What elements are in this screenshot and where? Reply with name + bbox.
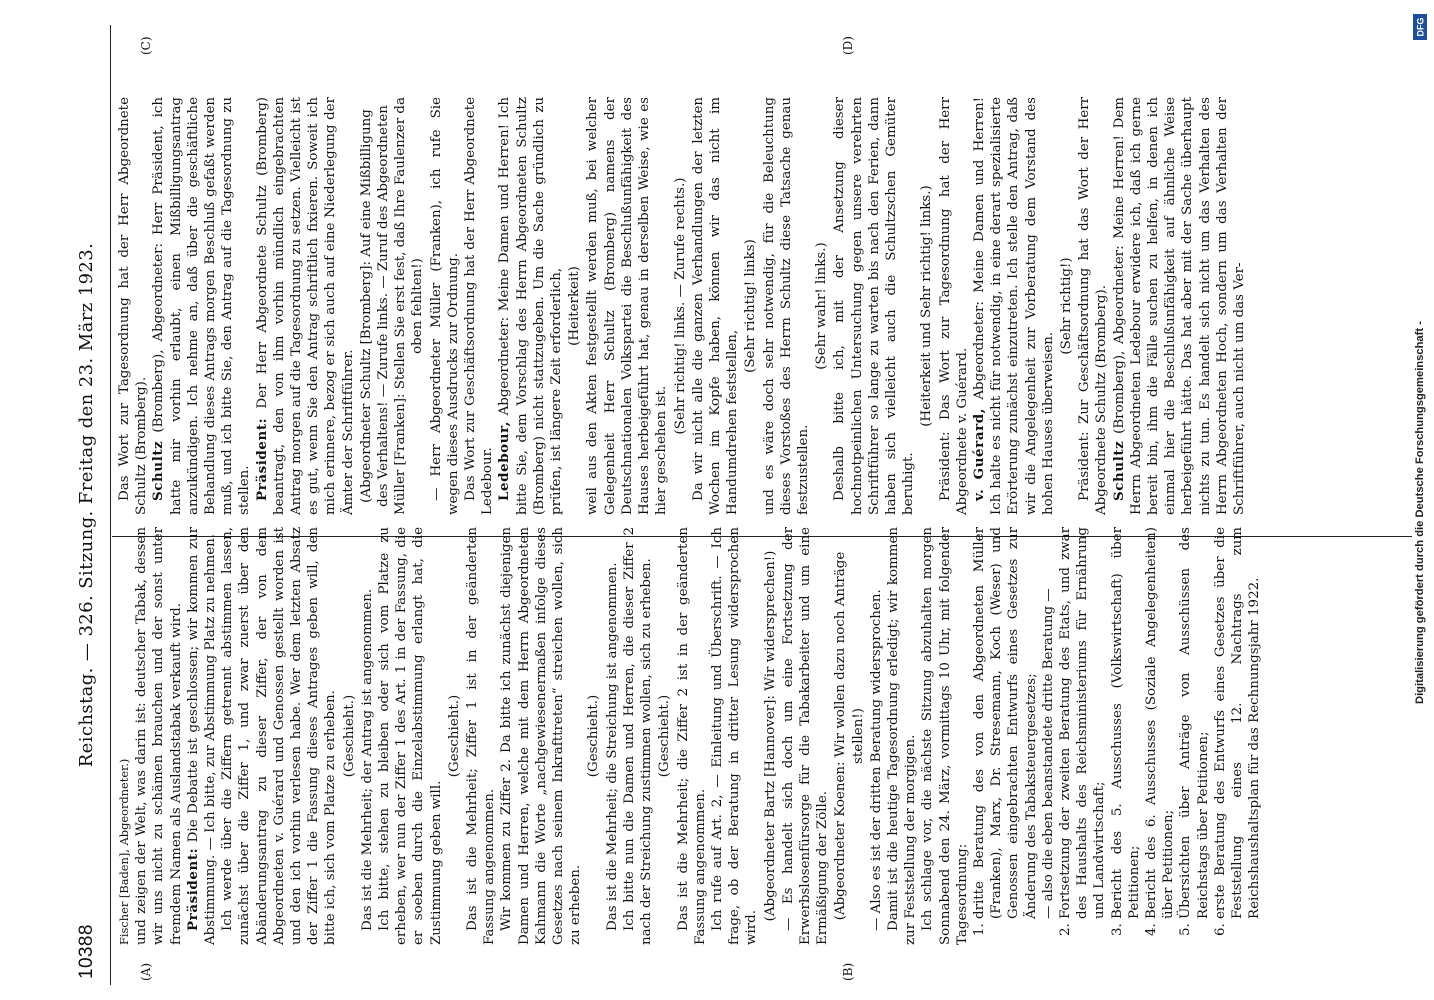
paragraph: v. Guérard, Abgeordneter: Meine Damen und Herren! Ich halte es nicht für notwendig, in eine derart spezialisierte Erörterung zunächst einzutreten. Ich stelle den Antrag, daß wir die Angelegenheit zur Vorberatung dem Vorstand des hohen Hauses überweisen. <box>970 97 1056 515</box>
paragraph: Ich werde über die Ziffern getrennt abstimmen lassen, zunächst über die Ziffer 1, und zwar zuerst über den Abänderungsantrag zu dieser Ziffer, der von dem Abgeordneten v. Guérard und Genossen gestellt worden ist und den ich vorhin verlesen habe. Wer dem letzten Absatz der Ziffer 1 die Fassung dieses Antrages geben will, den bitte ich, sich vom Platze zu erheben. <box>220 527 339 945</box>
agenda-note: — also die eben beanstandete dritte Beratung — <box>1040 588 1056 919</box>
stage-direction: (Geschieht.) <box>446 694 462 778</box>
stage-direction: (Sehr richtig!) <box>1058 257 1074 355</box>
right-column <box>116 97 1406 515</box>
agenda-list <box>971 527 1263 945</box>
digitization-sidebar <box>1412 8 1430 992</box>
speaker-name: Präsident: <box>184 847 201 931</box>
paragraph: Das ist die Mehrheit; der Antrag ist angenommen. <box>359 588 375 931</box>
margin-marker-a: (A) <box>139 962 153 981</box>
page-number: 10388 <box>76 924 97 979</box>
interjection: (Abgeordneter Bartz [Hannover]: Wir widersprechen!) <box>762 550 778 922</box>
paragraph: Schultz (Bromberg), Abgeordneter: Herr Präsident, ich hatte mir vorhin erlaubt, einen Mißbilligungsantrag anzukündigen. Ich nehme an, daß über die geschäftliche Behandlung dieses Antrags morgen Beschluß gefaßt werden muß, und ich bitte Sie, den Antrag auf die Tagesordnung zu stellen. <box>150 97 253 515</box>
paragraph: Ich rufe auf Art. 2, — Einleitung und Überschrift. — Ich frage, ob der Beratung in dritter Lesung widersprochen wird. <box>709 527 760 945</box>
paragraph: Präsident: Das Wort zur Tagesordnung hat der Herr Abgeordnete v. Guérard. <box>937 97 970 515</box>
stage-direction: (Sehr richtig! links) <box>743 239 759 373</box>
paragraph: Ich schlage vor, die nächste Sitzung abzuhalten morgen Sonnabend den 24. März, vormittags 10 Uhr, mit folgender Tagesordnung: <box>920 527 970 945</box>
left-column <box>116 527 1406 945</box>
stage-direction: (Geschieht.) <box>341 694 357 778</box>
speaker-name: Präsident: <box>253 417 270 501</box>
paragraph: — Herr Abgeordneter Müller (Franken), ich rufe Sie wegen dieses Ausdrucks zur Ordnung. <box>428 97 461 515</box>
paragraph: weil aus den Akten festgestellt werden muß, bei welcher Gelegenheit Herr Schultz (Bromberg) namens der Deutschnationalen Volkspartei die Beschlußunfähigkeit des Hauses herbeigeführt hat, genau in derselben Weise, wie es hier geschehen ist. <box>585 97 670 515</box>
stage-direction: (Heiterkeit und Sehr richtig! links.) <box>919 185 935 427</box>
paragraph: und zeigen der Welt, was darin ist: deutscher Tabak, dessen wir uns nicht zu schämen brauchen und der sonst unter fremdem Namen als Auslandstabak verkauft wird. <box>134 527 184 945</box>
interjection: (Abgeordneter Schultz [Bromberg]: Auf eine Mißbilligung des Verhaltens! — Zurufe links. — Zuruf des Abgeordneten Müller [Franken]: Stellen Sie erst fest, daß Ihre Faulenzer da oben fehlten!) <box>358 97 426 515</box>
speaker-continuation: Fischer [Baden], Abgeordneter.) <box>117 758 131 945</box>
margin-marker-c: (C) <box>139 36 153 55</box>
paragraph: Damit ist die heutige Tagesordnung erledigt; wir kommen zur Feststellung der morgigen. <box>885 527 919 945</box>
paragraph: Das Wort zur Tagesordnung hat der Herr Abgeordnete Schultz (Bromberg). <box>117 97 150 515</box>
agenda-item: 4. Bericht des 6. Ausschusses (Soziale Angelegenheiten) über Petitionen; <box>1143 527 1177 919</box>
speaker-name: Schultz <box>1110 440 1127 501</box>
agenda-item: 5. Übersichten über Anträge von Ausschüssen des Reichstags über Petitionen; <box>1177 527 1211 919</box>
paragraph: Ich bitte, stehen zu bleiben oder sich vom Platze zu erheben, wer nun der Ziffer 1 des Art. 1 in der Fassung, die er soeben durch die Einzelabstimmung erlangt hat, die Zustimmung geben will. <box>377 527 444 945</box>
paragraph: und es wäre doch sehr notwendig, für die Beleuchtung dieses Vorstoßes des Herrn Schultz diese Tatsache genau festzustellen. <box>761 97 811 515</box>
speaker-name: Schultz <box>150 440 167 501</box>
stage-direction: (Sehr wahr! links.) <box>814 242 830 370</box>
page-header <box>70 25 111 985</box>
page-title: Reichstag. — 326. Sitzung. Freitag den 23. März 1923. <box>76 242 97 768</box>
stage-direction: (Geschieht.) <box>657 694 673 778</box>
paragraph: — Also es ist der dritten Beratung widersprochen. <box>868 589 884 931</box>
paragraph: Schultz (Bromberg), Abgeordneter: Meine Herren! Dem Herrn Abgeordneten Ledebour erwidere ich, daß ich gerne bereit bin, ihm die Fälle suchen zu helfen, in denen ich einmal hier die Beschlußunfähigkeit auf ähnliche Weise herbeigeführt hätte. Das hat aber mit der Sache überhaupt nichts zu tun. Es handelt sich nicht um das Verhalten des Herrn Abgeordneten Hoch, sondern um das Verhalten der Schriftführer, auch nicht um das Ver- <box>1110 97 1247 515</box>
speaker-name: v. Guérard, <box>970 408 987 501</box>
paragraph: Präsident: Der Herr Abgeordnete Schultz (Bromberg) beantragt, den von ihm vorhin mündlich eingebrachten Antrag morgen auf die Tagesordnung zu setzen. Vielleicht ist es gut, wenn Sie den Antrag schriftlich fixieren. Soweit ich mich erinnere, bezog er sich auch auf eine Niederlegung der Ämter der Schriftführer. <box>253 97 356 515</box>
margin-marker-b: (B) <box>841 962 855 981</box>
agenda-item: 6. erste Beratung des Entwurfs eines Gesetzes über die Feststellung eines 12. Nachtrags zum Reichshaushaltsplan für das Rechnungsjahr 1922. <box>1212 527 1264 919</box>
agenda-item: 3. Bericht des 5. Ausschusses (Volkswirtschaft) über Petitionen; <box>1109 527 1143 919</box>
paragraph: Ledebour, Abgeordneter: Meine Damen und Herren! Ich bitte Sie, dem Vorschlag des Herrn Abgeordneten Schultz (Bromberg) nicht stattzugeben. Um die Sache gründlich zu prüfen, ist längere Zeit erforderlich, <box>496 97 565 515</box>
paragraph: Das ist die Mehrheit; die Streichung ist angenommen. <box>604 562 620 931</box>
margin-marker-d: (D) <box>841 36 855 55</box>
paragraph: Da wir nicht alle die ganzen Verhandlungen der letzten Wochen im Kopfe haben, können wir das nicht im Handumdrehen feststellen, <box>690 97 741 515</box>
agenda-item: 2. Fortsetzung der zweiten Beratung des Etats, und zwar des Haushalts des Reichsministeriums für Ernährung und Landwirtschaft; <box>1057 527 1109 919</box>
stage-direction: (Sehr richtig! links. — Zurufe rechts.) <box>672 177 688 435</box>
digitization-note: Digitalisierung gefördert durch die Deutsche Forschungsgemeinschaft - <box>1414 321 1426 704</box>
paragraph: — Es handelt sich doch um eine Fortsetzung der Erwerbslosenfürsorge für die Tabakarbeiter und um eine Ermäßigung der Zölle. <box>780 527 831 945</box>
paragraph: Wir kommen zu Ziffer 2. Da bitte ich zunächst diejenigen Damen und Herren, welche mit dem Herrn Abgeordneten Kahmann die Worte „nachgewiesenermaßen infolge dieses Gesetzes nach seinem Inkrafttreten“ streichen wollen, sich zu erheben. <box>499 527 584 945</box>
agenda-item: 1. dritte Beratung des von den Abgeordneten Müller (Franken), Marx, Dr. Stresemann, Koch (Weser) und Genossen eingebrachten Entwurfs eines Gesetzes zur Änderung des Tabaksteuergesetzes; <box>971 527 1040 919</box>
document-page <box>20 25 1434 985</box>
paragraph: Ich bitte nun die Damen und Herren, die dieser Ziffer 2 nach der Streichung zustimmen wollen, sich zu erheben. <box>621 527 655 945</box>
paragraph: Präsident: Zur Geschäftsordnung hat das Wort der Herr Abgeordnete Schultz (Bromberg). <box>1077 97 1110 515</box>
paragraph: Das Wort zur Geschäftsordnung hat der Herr Abgeordnete Ledebour. <box>463 97 496 515</box>
paragraph: Deshalb bitte ich, mit der Ansetzung dieser hochnotpeinlichen Untersuchung gegen unsere verehrten Schriftführer so lange zu warten bis nach den Ferien, dann haben sich vielleicht auch die Schultzschen Gemüter beruhigt. <box>832 97 917 515</box>
dfg-logo: DFG <box>1413 14 1427 40</box>
stage-direction: (Heiterkeit) <box>567 266 583 346</box>
speaker-name: Ledebour, <box>496 421 513 501</box>
paragraph: Präsident: Die Debatte ist geschlossen; wir kommen zur Abstimmung. — Ich bitte, zur Abstimmung Platz zu nehmen. <box>184 527 219 945</box>
paragraph: Das ist die Mehrheit; Ziffer 1 ist in der geänderten Fassung angenommen. <box>465 527 498 945</box>
interjection: (Abgeordneter Koenen: Wir wollen dazu noch Anträge stellen!) <box>833 551 866 921</box>
stage-direction: (Geschieht.) <box>586 694 602 778</box>
paragraph: Das ist die Mehrheit; die Ziffer 2 ist in der geänderten Fassung angenommen. <box>675 527 708 945</box>
